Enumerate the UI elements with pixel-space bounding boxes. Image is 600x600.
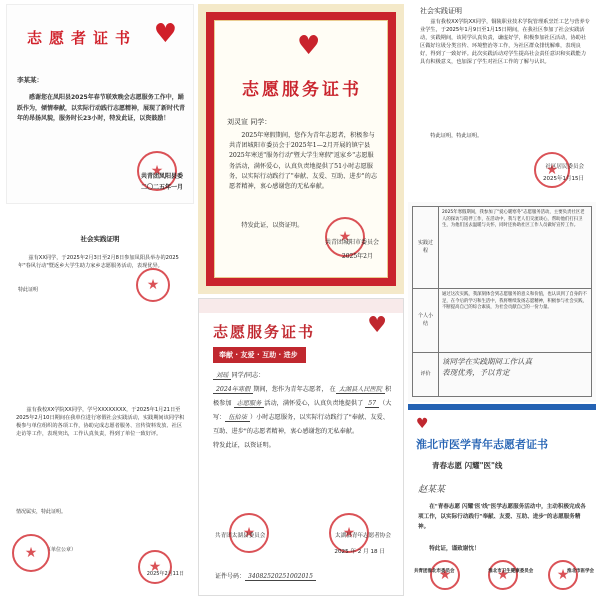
issuing-orgs (414, 568, 594, 574)
certificate-closing: 特发此证，以资证明。 (241, 222, 304, 229)
certificate-number-label: 证件号码： (215, 573, 246, 580)
practice-form (408, 202, 596, 402)
handwritten-comment: 该同学在实践期间工作认真 (442, 357, 532, 366)
issuing-org: 淮北市卫生健康委员会 (488, 569, 534, 574)
document-closing: 特此证明 (18, 287, 39, 293)
practice-proof-1 (6, 206, 194, 306)
certificate-volunteer-2 (198, 298, 404, 596)
handwritten-comment: 表现优秀，予以肯定 (442, 368, 510, 378)
hours-cn-fill: 伍拾柒 (225, 414, 250, 422)
certificate-body (213, 369, 393, 453)
greeting-text: 同学/同志： (231, 372, 265, 379)
row-content: 2025年寒假期间，我参加了"爱心暖寒冬"志愿服务活动，主要负责社区老人的探访与陪伴工作，在活动中，我与老人们交流谈心，帮助他们打扫卫生，为他们送去温暖与关怀，同时还协助社区工作人员做好宣传工作。 (439, 207, 592, 289)
recipient-name: 刘灵宣 同学： (227, 118, 272, 126)
certificate-title: 淮北市医学青年志愿者证书 (416, 438, 548, 451)
certificate-medical-volunteer (408, 404, 596, 596)
certificate-body: 感谢您在凤阳县2025年春节联欢晚会志愿服务工作中，踊跃作为，倾情奉献，以实际行动践行志愿精神，展现了新时代青年的昂扬风貌，服务时长23小时，特发此证，以资鼓励！ (17, 94, 186, 122)
certificate-body: 在"青春志愿 闪耀'医'线"医学志愿服务活动中，主动积极完成各项工作，以实际行动践行"奉献、友爱、互助、进步"的志愿服务精神。 (418, 504, 586, 531)
issuing-org: 共青团城阳市委员会 (324, 239, 379, 246)
issue-date: 2025年1月15日 (543, 176, 584, 182)
certificate-subtitle: 青春志愿 闪耀"医"线 (432, 461, 503, 470)
body-text: 在 (329, 385, 336, 393)
recipient-name: 赵某某 (418, 485, 446, 495)
decorative-band (199, 299, 404, 313)
document-body: 兹有XX同学，于2025年2月3日至2月8日参加凤阳县举办的2025年"春风行动"暨返乡大学生助力家乡志愿服务活动，表现优异。 (18, 255, 179, 270)
issuing-org: 共青团淮北市委员会 (414, 569, 455, 574)
row-label: 实践过程 (413, 207, 439, 289)
issuing-org: 淮北市医学会 (567, 569, 594, 574)
certificate-volunteer-red-frame (198, 4, 404, 294)
certificate-paper (214, 20, 388, 278)
issuing-org: 太湖县青年志愿者协会 (335, 533, 391, 539)
certificate-closing: 特此证，谨致谢忱！ (429, 546, 480, 552)
heart-emblem-icon: ♥ (153, 19, 177, 49)
period-fill: 2024年寒假 (213, 386, 253, 394)
table-row (413, 353, 592, 397)
body-text: 积极参加 (213, 385, 392, 407)
official-seal (534, 152, 570, 188)
issue-date: 2025年2月 (341, 253, 373, 260)
seal-label: （单位公章） (46, 547, 77, 553)
document-closing: 情况属实，特此证明。 (16, 509, 67, 515)
row-content (439, 353, 592, 397)
certificate-title: 志愿服务证书 (213, 323, 316, 341)
official-seal (430, 560, 460, 590)
row-content: 通过这次实践，我深刻体会到志愿服务的意义和价值，也认识到了自身的不足，在今后的学习和生活中，我将继续发扬志愿精神，积极参与社会实践，不断提高自己的综合素质，为社会贡献自己的一份力量。 (439, 289, 592, 353)
certificate-volunteer-1 (6, 4, 194, 204)
recipient-name: 李某某： (17, 76, 43, 84)
body-text: ）小时志愿服务，以实际行动践行了"奉献、友爱、互助、进步"的志愿者精神，衷心感谢您的无私奉献。 (213, 413, 389, 435)
heart-emblem-icon: ♥ (367, 313, 387, 338)
issuing-org: 共青团太湖县委员会 (215, 533, 266, 539)
table-row (413, 207, 592, 289)
document-closing: 特此证明，特此证明。 (430, 133, 483, 139)
body-text: 活动，满怀爱心，认真负责地提供了 (264, 399, 364, 407)
official-seal (548, 560, 578, 590)
issuing-org: 社区居民委员会 (545, 164, 584, 170)
place-fill: 太湖县人民医院 (336, 386, 385, 394)
practice-form-table (412, 206, 592, 397)
practice-proof-3 (6, 374, 194, 596)
official-seal (488, 560, 518, 590)
document-body: 兹有我校XX学院XX同学，学号XXXXXXXX，于2025年1月21日至2025年2月10日期间在我单位进行寒假社会实践活动，实践期间该同学积极参与单位组织的各项工作，协助完成志愿者服务、宣传资料发放、社区走访等工作，表现突出，工作认真负责，得到了单位一致好评。 (16, 407, 185, 438)
heart-emblem-icon: ♥ (416, 416, 429, 432)
official-seal (138, 550, 172, 584)
official-seal (12, 534, 50, 572)
table-row (413, 289, 592, 353)
issuing-org: 共青团凤阳县委 (140, 173, 183, 180)
document-body: 兹有我校XX学院XX同学，铜陵职业技术学院管理系烹饪工艺与营养专业学生，于2025年1月9日至1月15日期间，在我社区参加了社会实践活动，实践期间，该同学认真负责，谦虚好学，积极参加社区活动，协助社区做好垃圾分类宣传、环境整治等工作，为社区群众排忧解难，表现良好，得到了一致好评。此次实践活动对学生提高社会责任意识和实践能力具有积极意义，也加深了学生对社区工作的了解与认识。 (420, 19, 590, 66)
heart-emblem-icon: ♥ (297, 31, 321, 61)
issue-date: 二〇二五年一月 (140, 184, 183, 191)
certificate-body: 2025年寒假期间，您作为青年志愿者，积极参与共青团城阳市委员会于2025年1—2月开展的镇宁县2025年寒送"服务行动"暨大学生寒假"返家乡"志愿服务活动，满怀爱心，认真负责地提供了51小时志愿服务，以实际行动践行了"奉献、友爱、互助、进步"的志愿者精神，衷心感谢您的无私奉献。 (229, 132, 378, 191)
certificate-number (215, 571, 316, 580)
recipient-name: 刘瑶 (213, 372, 231, 380)
official-seal (136, 268, 170, 302)
issue-date: 2025 年 2 月 18 日 (334, 549, 385, 555)
activity-fill: 志愿服务 (234, 400, 265, 408)
practice-proof-2 (408, 4, 596, 200)
row-label: 个人小结 (413, 289, 439, 353)
certificate-title: 志愿服务证书 (242, 80, 362, 100)
document-title: 社会实践证明 (80, 235, 120, 243)
certificate-number-value: 34082520251002015 (245, 573, 316, 581)
row-label: 评价 (413, 353, 439, 397)
certificate-closing: 特发此证，以资证明。 (213, 441, 275, 449)
issue-date: 2025年2月11日 (146, 571, 184, 577)
document-title: 社会实践证明 (420, 7, 462, 15)
slogan-banner: 奉献 · 友爱 · 互助 · 进步 (213, 347, 306, 363)
body-text: （大写： (213, 399, 392, 421)
certificate-title: 志愿者证书 (27, 29, 138, 47)
body-text: 期间，您作为青年志愿者， (253, 385, 328, 393)
hours-fill: 57 (365, 400, 379, 408)
